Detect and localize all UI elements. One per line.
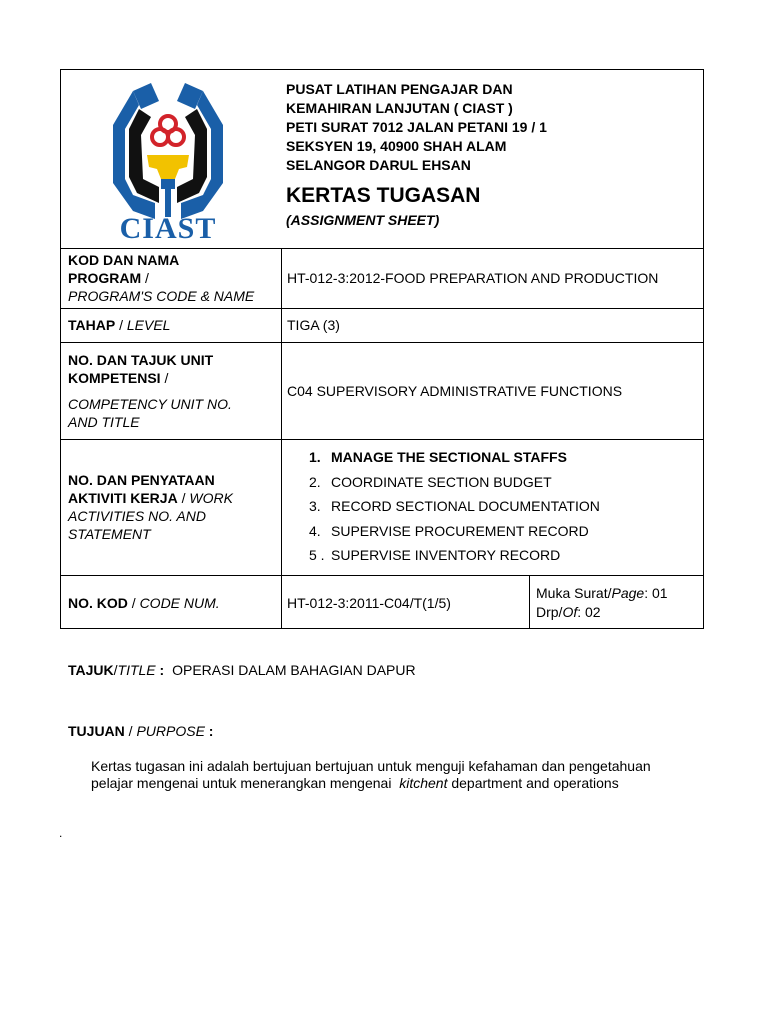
item-number: 5 . bbox=[309, 547, 325, 564]
page-info bbox=[536, 584, 668, 622]
label-bold: PROGRAM bbox=[68, 270, 142, 286]
label-bold: NO. DAN PENYATAAN bbox=[68, 472, 215, 488]
title-label-italic: TITLE bbox=[117, 662, 156, 678]
stray-mark: . bbox=[59, 826, 63, 840]
label-bold: KOD DAN NAMA bbox=[68, 252, 180, 268]
competency-label bbox=[68, 351, 232, 431]
item-text: SUPERVISE PROCUREMENT RECORD bbox=[331, 522, 589, 539]
address-line: SELANGOR DARUL EHSAN bbox=[286, 157, 471, 173]
list-item bbox=[309, 546, 600, 571]
row-divider bbox=[61, 342, 703, 343]
purpose-text-start: pelajar mengenai untuk menerangkan mengenai bbox=[91, 775, 400, 791]
item-text: MANAGE THE SECTIONAL STAFFS bbox=[331, 449, 567, 465]
logo-text: CIAST bbox=[119, 212, 217, 245]
title-label-separator: / bbox=[113, 662, 118, 678]
item-text: RECORD SECTIONAL DOCUMENTATION bbox=[331, 498, 600, 515]
purpose-line bbox=[91, 775, 651, 792]
item-number: 4. bbox=[309, 522, 321, 539]
item-number: 3. bbox=[309, 498, 321, 515]
title-line bbox=[68, 662, 416, 678]
list-item bbox=[309, 448, 600, 473]
row-divider bbox=[61, 308, 703, 309]
purpose-label-bold: TUJUAN bbox=[68, 723, 125, 739]
label-separator: / bbox=[160, 370, 169, 386]
address-line: PUSAT LATIHAN PENGAJAR DAN bbox=[286, 81, 513, 97]
purpose-heading bbox=[68, 723, 213, 739]
column-divider bbox=[281, 248, 282, 629]
list-item bbox=[309, 473, 600, 498]
item-number: 2. bbox=[309, 473, 321, 490]
list-item bbox=[309, 497, 600, 522]
competency-value: C04 SUPERVISORY ADMINISTRATIVE FUNCTIONS bbox=[287, 383, 623, 399]
purpose-line: Kertas tugasan ini adalah bertujuan bertujuan untuk menguji kefahaman dan pengetahuan bbox=[91, 758, 651, 774]
address-line: SEKSYEN 19, 40900 SHAH ALAM bbox=[286, 138, 507, 154]
title-label-bold: TAJUK bbox=[68, 662, 114, 678]
address-line: KEMAHIRAN LANJUTAN ( CIAST ) bbox=[286, 100, 513, 116]
of-label-italic: Of bbox=[562, 604, 578, 620]
program-value: HT-012-3:2012-FOOD PREPARATION AND PRODUCTION bbox=[287, 270, 659, 286]
label-bold: AKTIVITI KERJA bbox=[68, 490, 178, 506]
row-divider bbox=[61, 248, 703, 249]
purpose-text-end: department and operations bbox=[447, 775, 619, 791]
level-value: TIGA (3) bbox=[287, 317, 340, 333]
column-divider bbox=[529, 575, 530, 629]
purpose-label-italic: PURPOSE bbox=[136, 723, 205, 739]
label-separator: / bbox=[141, 270, 149, 286]
title-label-colon: : bbox=[155, 662, 165, 678]
purpose-label-colon: : bbox=[204, 723, 214, 739]
purpose-label-separator: / bbox=[124, 723, 137, 739]
page-label: Muka Surat/ bbox=[536, 585, 612, 601]
page-label-italic: Page bbox=[611, 585, 645, 601]
label-bold: NO. DAN TAJUK UNIT bbox=[68, 352, 214, 368]
label-separator: / bbox=[115, 317, 127, 333]
document-title: KERTAS TUGASAN bbox=[286, 184, 481, 207]
of-label: Drp/ bbox=[536, 604, 563, 620]
label-italic: WORK bbox=[189, 490, 233, 506]
label-separator: / bbox=[177, 490, 190, 506]
label-bold: KOMPETENSI bbox=[68, 370, 161, 386]
ciast-logo bbox=[103, 79, 233, 244]
list-item bbox=[309, 522, 600, 547]
label-italic: CODE NUM. bbox=[139, 595, 220, 611]
code-value: HT-012-3:2011-C04/T(1/5) bbox=[287, 595, 451, 611]
label-italic: ACTIVITIES NO. AND bbox=[68, 508, 206, 524]
title-value: OPERASI DALAM BAHAGIAN DAPUR bbox=[172, 662, 416, 678]
label-italic: STATEMENT bbox=[68, 526, 151, 542]
document-subtitle: (ASSIGNMENT SHEET) bbox=[286, 212, 440, 228]
label-bold: NO. KOD bbox=[68, 595, 128, 611]
purpose-text bbox=[91, 758, 651, 792]
label-italic: AND TITLE bbox=[68, 414, 140, 430]
assignment-sheet-table bbox=[60, 69, 704, 629]
institution-address bbox=[286, 80, 547, 175]
label-italic: PROGRAM'S CODE & NAME bbox=[68, 288, 255, 304]
activities-list bbox=[309, 448, 600, 571]
label-italic: COMPETENCY UNIT NO. bbox=[68, 396, 232, 412]
activities-label bbox=[68, 471, 233, 543]
label-bold: TAHAP bbox=[68, 317, 116, 333]
of-value: : 02 bbox=[577, 604, 601, 620]
purpose-text-italic: kitchent bbox=[399, 775, 448, 791]
item-text: SUPERVISE INVENTORY RECORD bbox=[331, 547, 561, 564]
label-separator: / bbox=[127, 595, 140, 611]
row-divider bbox=[61, 575, 703, 576]
code-label bbox=[68, 594, 220, 612]
program-label bbox=[68, 251, 254, 305]
row-divider bbox=[61, 439, 703, 440]
label-italic: LEVEL bbox=[126, 317, 171, 333]
item-text: COORDINATE SECTION BUDGET bbox=[331, 473, 552, 490]
item-number: 1. bbox=[309, 449, 321, 465]
level-label bbox=[68, 316, 170, 334]
address-line: PETI SURAT 7012 JALAN PETANI 19 / 1 bbox=[286, 119, 547, 135]
page-value: : 01 bbox=[644, 585, 668, 601]
